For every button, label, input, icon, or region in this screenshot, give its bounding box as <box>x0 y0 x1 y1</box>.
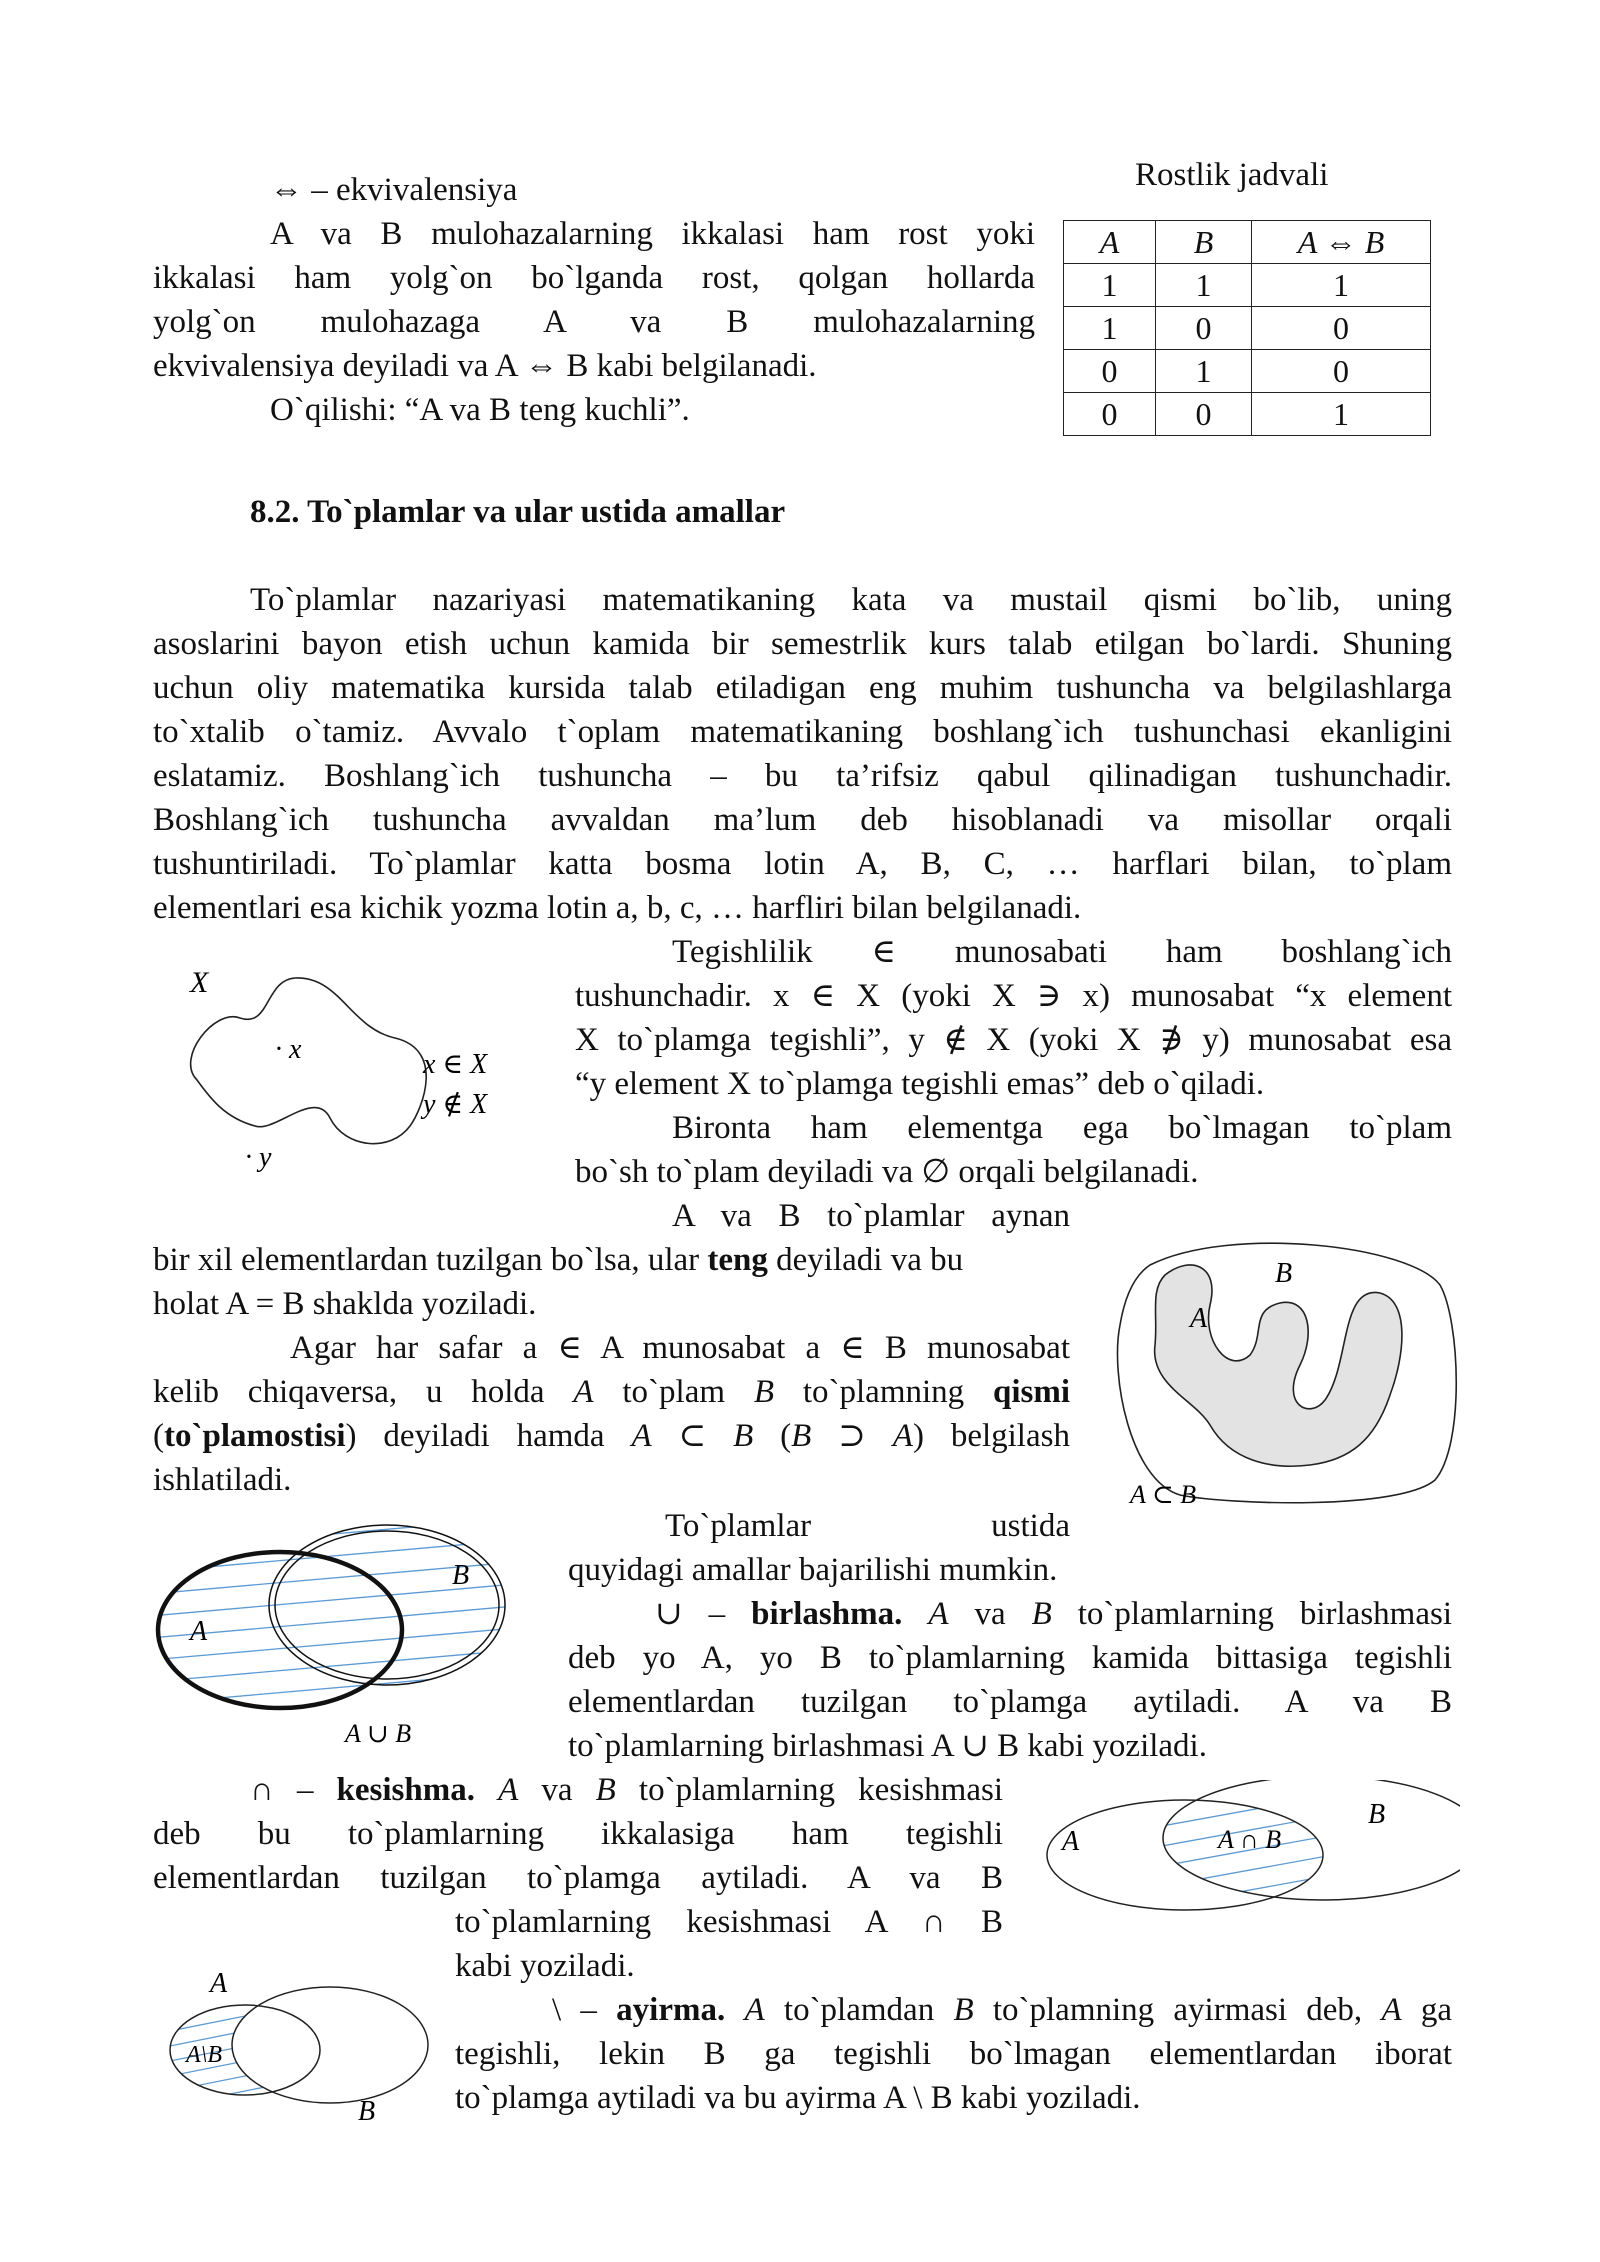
subset-line-2: kelib chiqaversa, u holda A to`plam B to`plamning qismi <box>153 1374 1071 1410</box>
table-cell: 1 <box>1156 264 1252 307</box>
table-row <box>1064 393 1431 436</box>
table-row <box>1064 350 1431 393</box>
equiv-line-2: ikkalasi ham yolg`on bo`lganda rost, qolgan hollarda <box>153 260 1035 296</box>
intersection-line-1: ∩ – kesishma. A va B to`plamlarning kesishmasi <box>250 1772 1003 1808</box>
table-cell: 0 <box>1064 350 1156 393</box>
equiv-line-3: yolg`on mulohazaga A va B mulohazalarning <box>153 304 1035 340</box>
table-cell: 0 <box>1252 307 1431 350</box>
difference-line-1: \ – ayirma. A to`plamdan B to`plamning ayirmasi deb, A ga <box>552 1992 1453 2028</box>
membership-line-2: tushunchadir. x ∈ X (yoki X ∋ x) munosabat “x element <box>575 978 1452 1014</box>
union-line-2: deb yo A, yo B to`plamlarning kamida bittasiga tegishli <box>568 1640 1452 1676</box>
set-a-region <box>1155 1265 1402 1466</box>
membership-line-4: “y element X to`plamga tegishli emas” deb o`qiladi. <box>575 1066 1265 1102</box>
equality-line-3: holat A = B shaklda yoziladi. <box>153 1286 537 1322</box>
difference-mid-label: A\B <box>186 2042 222 2068</box>
intersection-mid-label: A ∩ B <box>1218 1825 1282 1854</box>
membership-line-6: bo`sh to`plam deyiladi va ∅ orqali belgilanadi. <box>575 1154 1199 1190</box>
intersection-line-3: elementlardan tuzilgan to`plamga aytiladi. A va B <box>153 1860 1003 1896</box>
difference-set-b <box>232 1987 428 2103</box>
subset-line-4: ishlatiladi. <box>153 1462 292 1498</box>
union-caption: A ∪ B <box>345 1719 412 1748</box>
truth-table-header: B <box>1156 221 1252 264</box>
intro-line-1: To`plamlar nazariyasi matematikaning kata va mustail qismi bo`lib, uning <box>250 582 1452 618</box>
equiv-reading: O`qilishi: “A va B teng kuchli”. <box>270 392 690 428</box>
equiv-line-1: A va B mulohazalarning ikkalasi ham rost yoki <box>270 216 1035 252</box>
intersection-line-4: to`plamlarning kesishmasi A ∩ B <box>455 1904 1003 1940</box>
truth-table-header-row <box>1064 221 1431 264</box>
subset-label-b: B <box>1275 1258 1293 1289</box>
y-notin-x-label: y ∉ X <box>423 1089 488 1120</box>
union-label-a: A <box>190 1616 208 1647</box>
table-row <box>1064 264 1431 307</box>
set-x-outline <box>191 978 427 1144</box>
membership-line-1: Tegishlilik ∈ munosabati ham boshlang`ich <box>672 934 1452 970</box>
union-hatch <box>150 1515 550 1748</box>
intro-line-5: eslatamiz. Boshlang`ich tushuncha – bu ta’rifsiz qabul qilinadigan tushunchadir. <box>153 758 1452 794</box>
union-label-b: B <box>452 1560 470 1591</box>
element-x-label: · x <box>275 1034 302 1065</box>
table-cell: 1 <box>1156 350 1252 393</box>
equality-line-1: A va B to`plamlar aynan <box>672 1198 1070 1234</box>
membership-figure <box>155 958 525 1188</box>
subset-figure <box>1110 1225 1470 1515</box>
subset-caption: A ⊂ B <box>1130 1480 1197 1509</box>
difference-line-2: tegishli, lekin B ga tegishli bo`lmagan elementlardan iborat <box>455 2036 1452 2072</box>
union-line-4: to`plamlarning birlashmasi A ∪ B kabi yoziladi. <box>568 1728 1207 1764</box>
table-cell: 1 <box>1064 264 1156 307</box>
intro-line-8: elementlari esa kichik yozma lotin a, b, c, … harfliri bilan belgilanadi. <box>153 890 1082 926</box>
table-cell: 1 <box>1252 393 1431 436</box>
difference-label-a: A <box>210 1968 228 1999</box>
subset-line-3: (to`plamostisi) deyiladi hamda A ⊂ B (B ⊃ A) belgilash <box>153 1418 1070 1454</box>
subset-label-a: A <box>1190 1303 1208 1334</box>
table-cell: 0 <box>1064 393 1156 436</box>
membership-line-3: X to`plamga tegishli”, y ∉ X (yoki X ∌ y) munosabat esa <box>575 1022 1452 1058</box>
difference-label-b: B <box>358 2096 376 2127</box>
x-in-x-label: x ∈ X <box>423 1049 488 1080</box>
table-cell: 1 <box>1064 307 1156 350</box>
truth-table-caption: Rostlik jadvali <box>1135 157 1329 193</box>
intersection-figure <box>1040 1780 1460 1930</box>
equiv-line-4: ekvivalensiya deyiladi va A ⇔ B kabi belgilanadi. <box>153 348 817 384</box>
difference-figure <box>150 1950 450 2130</box>
table-row <box>1064 307 1431 350</box>
table-cell: 0 <box>1156 393 1252 436</box>
intersection-label-b: B <box>1368 1799 1386 1830</box>
operations-intro-2: quyidagi amallar bajarilishi mumkin. <box>568 1552 1058 1588</box>
operations-intro-1: To`plamlar ustida <box>665 1508 1070 1544</box>
intersection-line-5: kabi yoziladi. <box>455 1948 635 1984</box>
intro-line-3: uchun oliy matematika kursida talab etiladigan eng muhim tushuncha va belgilashlarga <box>153 670 1452 706</box>
intro-line-6: Boshlang`ich tushuncha avvaldan ma’lum deb hisoblanadi va misollar orqali <box>153 802 1452 838</box>
intro-line-4: to`xtalib o`tamiz. Avvalo t`oplam matematikaning boshlang`ich tushunchasi ekanligini <box>153 714 1452 750</box>
table-cell: 0 <box>1252 350 1431 393</box>
intersection-label-a: A <box>1062 1826 1080 1857</box>
union-line-3: elementlardan tuzilgan to`plamga aytiladi. A va B <box>568 1684 1452 1720</box>
intersection-set-a <box>1047 1800 1323 1910</box>
truth-table-header: A <box>1064 221 1156 264</box>
union-line-1: ∪ – birlashma. A va B to`plamlarning birlashmasi <box>655 1596 1452 1632</box>
intro-line-7: tushuntiriladi. To`plamlar katta bosma lotin A, B, C, … harflari bilan, to`plam <box>153 846 1452 882</box>
intersection-set-b <box>1163 1780 1460 1900</box>
difference-line-3: to`plamga aytiladi va bu ayirma A \ B kabi yoziladi. <box>455 2080 1141 2116</box>
intro-line-2: asoslarini bayon etish uchun kamida bir semestrlik kurs talab etilgan bo`lardi. Shuning <box>153 626 1452 662</box>
set-x-label: X <box>190 966 209 999</box>
membership-line-5: Bironta ham elementga ega bo`lmagan to`plam <box>672 1110 1452 1146</box>
union-figure <box>150 1510 560 1760</box>
intersection-line-2: deb bu to`plamlarning ikkalasiga ham tegishli <box>153 1816 1003 1852</box>
section-title: 8.2. To`plamlar va ular ustida amallar <box>250 494 786 530</box>
equality-line-2: bir xil elementlardan tuzilgan bo`lsa, ular teng deyiladi va bu <box>153 1242 964 1278</box>
truth-table <box>1063 220 1431 436</box>
equiv-heading: ⇔ – ekvivalensiya <box>270 172 518 208</box>
table-cell: 1 <box>1252 264 1431 307</box>
truth-table-header: A ⇔ B <box>1252 221 1431 264</box>
element-y-label: · y <box>245 1142 272 1173</box>
table-cell: 0 <box>1156 307 1252 350</box>
subset-line-1: Agar har safar a ∈ A munosabat a ∈ B munosabat <box>290 1330 1070 1366</box>
